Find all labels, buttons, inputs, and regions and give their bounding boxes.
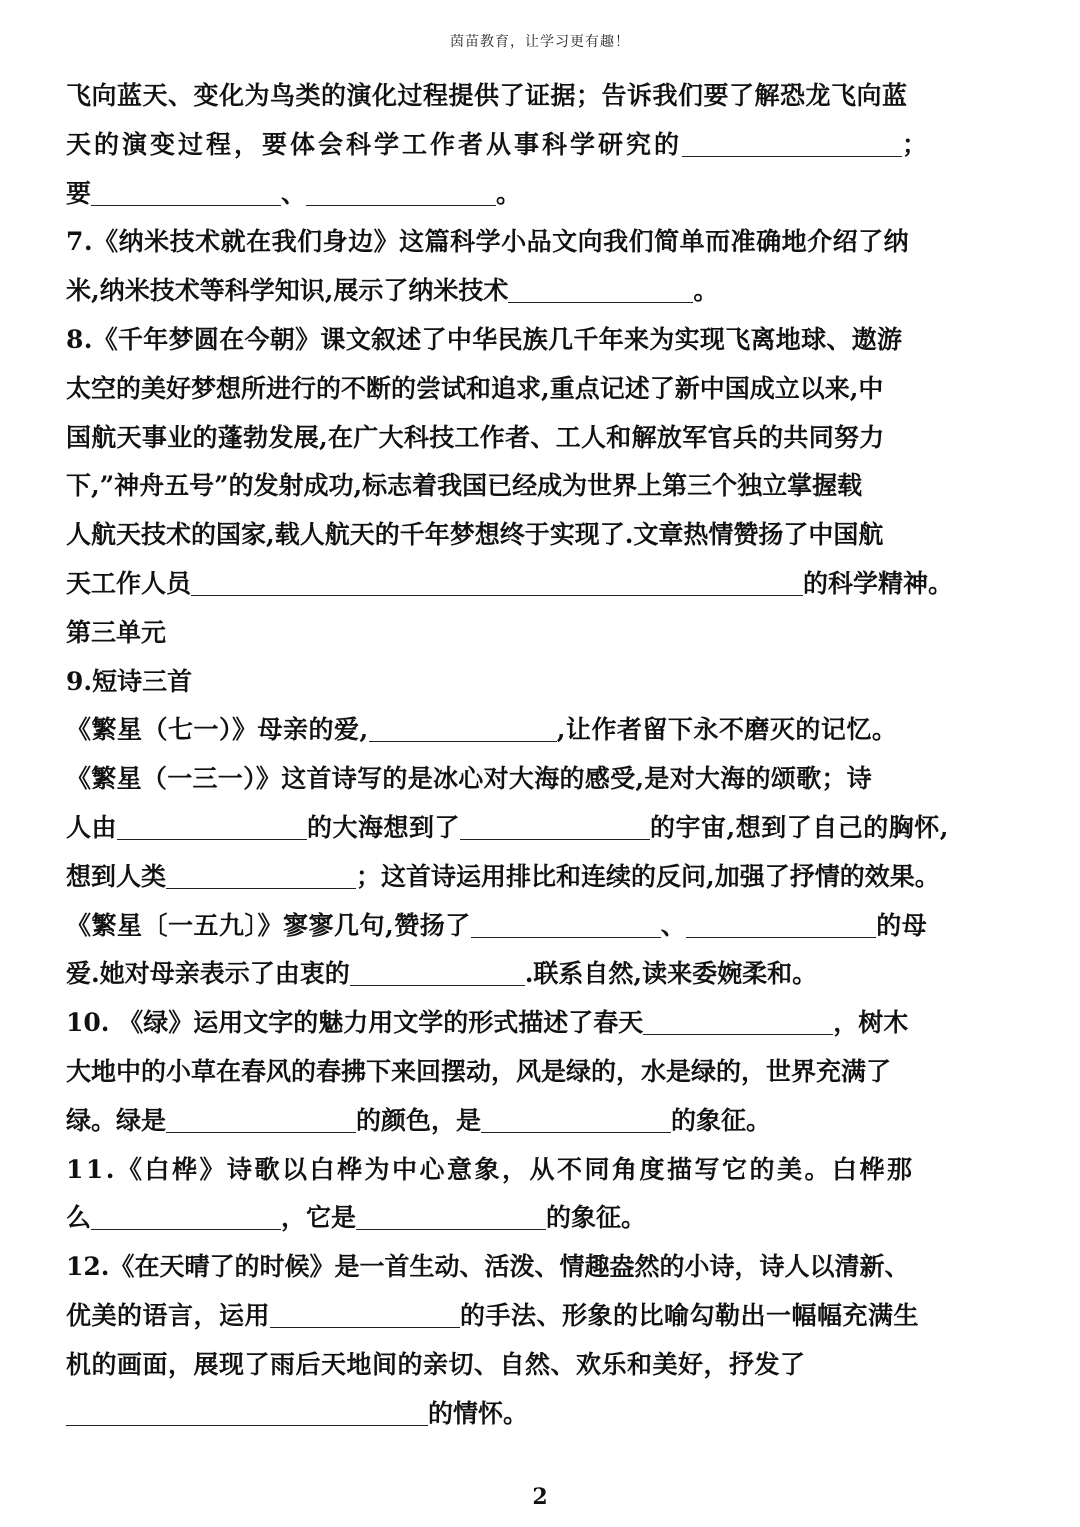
line-14: [66, 706, 1020, 755]
text-segment: 。: [693, 276, 719, 306]
text-segment: 10. 《绿》运用文字的魅力用文学的形式描述了春天: [66, 1008, 644, 1038]
fill-in-blank[interactable]: [350, 955, 525, 986]
fill-in-blank[interactable]: [682, 126, 902, 157]
text-segment: 要: [66, 178, 92, 208]
fill-in-blank[interactable]: [306, 175, 496, 206]
line-22: [66, 1097, 1020, 1146]
text-segment: 的象征。: [546, 1203, 647, 1233]
line-11: [66, 560, 1020, 609]
text-segment: 人航天技术的国家,载人航天的千年梦想终于实现了.文章热情赞扬了中国航: [66, 520, 884, 550]
text-segment: 、: [281, 178, 307, 208]
line-09: [66, 462, 1020, 511]
page-number: 2: [532, 1484, 548, 1510]
text-segment: 机的画面，展现了雨后天地间的亲切、自然、欢乐和美好，抒发了: [66, 1349, 806, 1379]
fill-in-blank[interactable]: [643, 1004, 833, 1035]
text-segment: 的情怀。: [428, 1398, 529, 1428]
fill-in-blank[interactable]: [166, 1102, 356, 1133]
fill-in-blank[interactable]: [166, 858, 356, 889]
page-header: 茵苗教育，让学习更有趣！: [450, 34, 630, 50]
line-06: [66, 316, 1020, 365]
text-segment: 《繁星〔一五九〕》寥寥几句,赞扬了: [66, 910, 471, 940]
fill-in-blank[interactable]: [369, 711, 557, 742]
line-20: [66, 999, 1020, 1048]
text-segment: 的科学精神。: [803, 568, 954, 598]
line-24: [66, 1194, 1020, 1243]
line-25: [66, 1243, 1020, 1292]
line-27: [66, 1341, 1020, 1390]
text-segment: 人由: [66, 812, 118, 842]
text-segment: 天工作人员: [66, 568, 192, 598]
line-03: [66, 170, 1020, 219]
text-segment: 大地中的小草在春风的春拂下来回摆动，风是绿的，水是绿的，世界充满了: [66, 1056, 892, 1086]
fill-in-blank[interactable]: [191, 565, 803, 596]
fill-in-blank[interactable]: [471, 907, 661, 938]
line-07: [66, 365, 1020, 414]
text-segment: ，它是: [281, 1203, 357, 1233]
fill-in-blank[interactable]: [460, 809, 650, 840]
text-segment: 的手法、形象的比喻勾勒出一幅幅充满生: [460, 1300, 920, 1330]
line-10: [66, 511, 1020, 560]
text-segment: 想到人类: [66, 861, 167, 891]
text-segment: 国航天事业的蓬勃发展,在广大科技工作者、工人和解放军官兵的共同努力: [66, 422, 885, 452]
line-12: [66, 609, 1020, 658]
text-segment: 的大海想到了: [307, 812, 461, 842]
line-04: [66, 218, 1020, 267]
fill-in-blank[interactable]: [508, 272, 693, 303]
line-15: [66, 755, 1020, 804]
text-segment: 的母: [876, 910, 928, 940]
text-segment: 的颜色，是: [356, 1105, 482, 1135]
line-19: [66, 950, 1020, 999]
text-segment: 的宇宙,想到了自己的胸怀,: [650, 812, 949, 842]
fill-in-blank[interactable]: [66, 1395, 428, 1426]
line-08: [66, 414, 1020, 463]
fill-in-blank[interactable]: [356, 1199, 546, 1230]
text-segment: 11.《白桦》诗歌以白桦为中心意象，从不同角度描写它的美。白桦那: [66, 1154, 915, 1184]
text-segment: 《繁星（一三一）》这首诗写的是冰心对大海的感受,是对大海的颂歌；诗: [66, 764, 873, 794]
line-02: [66, 121, 1020, 170]
text-segment: 么: [66, 1203, 92, 1233]
text-segment: 12.《在天晴了的时候》是一首生动、活泼、情趣盎然的小诗，诗人以清新、: [66, 1252, 910, 1282]
fill-in-blank[interactable]: [91, 175, 281, 206]
text-segment: ,让作者留下永不磨灭的记忆。: [556, 715, 898, 745]
text-segment: 下,”神舟五号”的发射成功,标志着我国已经成为世界上第三个独立掌握载: [66, 471, 863, 501]
text-segment: 7.《纳米技术就在我们身边》这篇科学小品文向我们简单而准确地介绍了纳: [66, 227, 910, 257]
line-05: [66, 267, 1020, 316]
line-23: [66, 1146, 1020, 1195]
fill-in-blank[interactable]: [91, 1199, 281, 1230]
text-segment: ；: [902, 129, 931, 159]
text-segment: 米,纳米技术等科学知识,展示了纳米技术: [66, 276, 509, 306]
line-01: [66, 72, 1020, 121]
text-segment: 飞向蓝天、变化为鸟类的演化过程提供了证据；告诉我们要了解恐龙飞向蓝: [66, 81, 908, 110]
text-segment: ；这首诗运用排比和连续的反问,加强了抒情的效果。: [356, 861, 940, 891]
text-segment: 《繁星（七一）》母亲的爱,: [66, 715, 369, 745]
text-segment: 的象征。: [671, 1105, 772, 1135]
text-segment: 8.《千年梦圆在今朝》课文叙述了中华民族几千年来为实现飞离地球、遨游: [66, 324, 903, 354]
text-segment: 太空的美好梦想所进行的不断的尝试和追求,重点记述了新中国成立以来,中: [66, 373, 884, 403]
line-16: [66, 804, 1020, 853]
line-13: [66, 658, 1020, 707]
document-body: [66, 72, 1020, 1438]
text-segment: .联系自然,读来委婉柔和。: [524, 959, 818, 989]
text-segment: 、: [660, 910, 687, 940]
fill-in-blank[interactable]: [481, 1102, 671, 1133]
text-segment: 9.短诗三首: [66, 666, 193, 696]
fill-in-blank[interactable]: [686, 907, 876, 938]
line-28: [66, 1390, 1020, 1439]
text-segment: 第三单元: [66, 617, 167, 647]
text-segment: 绿。绿是: [66, 1105, 167, 1135]
text-segment: 天的演变过程，要体会科学工作者从事科学研究的: [66, 129, 683, 159]
text-segment: ，树木: [833, 1008, 909, 1038]
fill-in-blank[interactable]: [270, 1297, 460, 1328]
line-18: [66, 902, 1020, 951]
line-17: [66, 853, 1020, 902]
line-21: [66, 1048, 1020, 1097]
text-segment: 优美的语言，运用: [66, 1300, 271, 1330]
line-26: [66, 1292, 1020, 1341]
text-segment: 爱.她对母亲表示了由衷的: [66, 959, 350, 989]
fill-in-blank[interactable]: [117, 809, 307, 840]
text-segment: 。: [496, 178, 522, 208]
